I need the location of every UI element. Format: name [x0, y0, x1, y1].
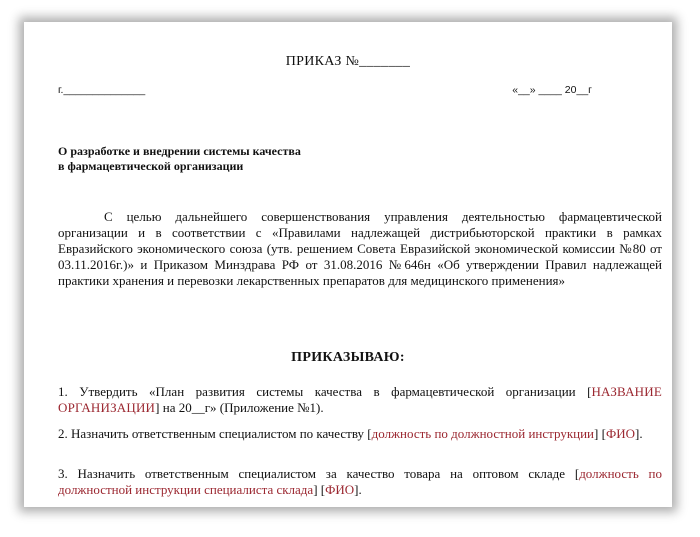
- item-text: ].: [634, 426, 643, 441]
- order-item-1: [58, 384, 662, 416]
- order-heading: ПРИКАЗЫВАЮ:: [291, 350, 405, 365]
- placeholder-position: должность по должностной инструкции: [371, 426, 595, 441]
- order-title: ПРИКАЗ №_______: [285, 54, 411, 69]
- order-item-3: [58, 466, 662, 498]
- subject-line-2: в фармацевтической организации: [58, 159, 244, 173]
- placeholder-full-name: ФИО: [605, 426, 635, 441]
- preamble-paragraph: С целью дальнейшего совершенствования управления деятельностью фармацевтической организации и в соответствии с «Правилами надлежащей дистрибьюторской практики в рамках Евразийского экономического союза (утв. решением Совета Евразийской экономической комиссии №80 от 03.11.2016г.)» и Приказом Минздрава РФ от 31.08.2016 №646н «Об утверждении Правил надлежащей практики хранения и перевозки лекарственных препаратов для медицинского применения»: [58, 209, 662, 288]
- date-line: «__» ____ 20__г: [512, 84, 592, 96]
- order-item-2: [58, 426, 662, 442]
- item-text: ].: [354, 482, 362, 497]
- item-text: ] на 20__г» (Приложение №1).: [155, 400, 324, 415]
- item-text: 3. Назначить ответственным специалистом за качество товара на оптовом складе [: [58, 466, 580, 481]
- place-line: г.______________: [58, 84, 146, 96]
- document-page: [24, 22, 672, 507]
- order-subject: [58, 144, 301, 174]
- item-text: 1. Утвердить «План развития системы качества в фармацевтической организации [: [58, 384, 592, 399]
- item-text: 2. Назначить ответственным специалистом по качеству [: [58, 426, 372, 441]
- placeholder-full-name: ФИО: [325, 482, 355, 497]
- placeholder-organization-name: НАЗВАНИЕ ОРГАНИЗАЦИИ: [58, 384, 662, 415]
- item-text: ] [: [594, 426, 606, 441]
- subject-line-1: О разработке и внедрении системы качества: [58, 144, 301, 158]
- placeholder-warehouse-position: должность по должностной инструкции специалиста склада: [58, 466, 662, 497]
- item-text: ] [: [313, 482, 326, 497]
